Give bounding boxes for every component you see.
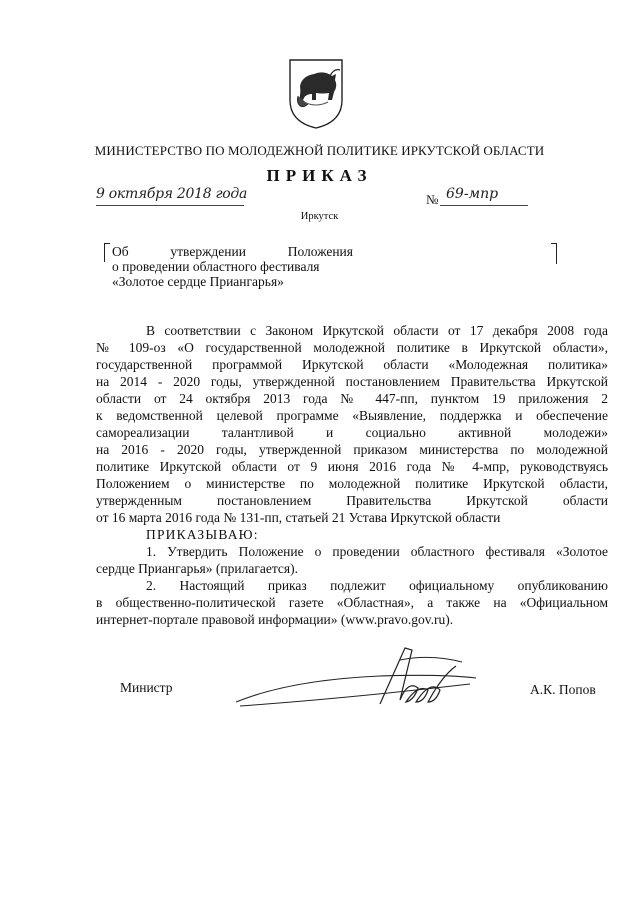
- body-line: в общественно-политической газете «Областная», а также на «Официальном: [96, 595, 608, 610]
- body-line: на 2016 - 2020 годы, утвержденной приказом министерства по молодежной: [96, 442, 608, 457]
- handwritten-date: 9 октября 2018 года: [96, 186, 248, 202]
- body-line: государственной программой Иркутской области «Молодежная политика»: [96, 357, 608, 372]
- subject-line-1: [112, 244, 353, 259]
- coat-of-arms-emblem: [286, 56, 346, 130]
- handwritten-order-number: 69-мпр: [446, 186, 499, 202]
- body-line: В соответствии с Законом Иркутской области от 17 декабря 2008 года: [146, 323, 608, 338]
- body-line: к ведомственной целевой программе «Выявление, поддержка и обеспечение: [96, 408, 608, 423]
- handwritten-signature: [230, 640, 490, 720]
- body-line: политике Иркутской области от 9 июня 2016 года № 4-мпр, руководствуясь: [96, 459, 608, 474]
- body-line: утвержденным постановлением Правительства Иркутской области: [96, 493, 608, 508]
- body-line: 1. Утвердить Положение о проведении областного фестиваля «Золотое: [146, 544, 608, 559]
- subject-bracket-left: [104, 243, 110, 262]
- subject-line-2: о проведении областного фестиваля: [112, 259, 320, 274]
- number-sign: №: [426, 192, 439, 207]
- body-line: от 16 марта 2016 года № 131-пп, статьей 21 Устава Иркутской области: [96, 510, 501, 525]
- signatory-name: А.К. Попов: [530, 682, 596, 697]
- subject-word: Положения: [287, 244, 353, 259]
- number-underline: [440, 205, 528, 206]
- body-line: № 109-оз «О государственной молодежной политике в Иркутской области»,: [96, 340, 608, 355]
- body-line: 2. Настоящий приказ подлежит официальному опубликованию: [146, 578, 608, 593]
- order-directive: ПРИКАЗЫВАЮ:: [146, 527, 259, 542]
- city-name: Иркутск: [300, 211, 339, 222]
- subject-bracket-right: [551, 243, 557, 264]
- ministry-name: МИНИСТЕРСТВО ПО МОЛОДЕЖНОЙ ПОЛИТИКЕ ИРКУТСКОЙ ОБЛАСТИ: [94, 143, 545, 158]
- signatory-role: Министр: [120, 680, 173, 695]
- body-line: Положением о министерстве по молодежной политике Иркутской области,: [96, 476, 608, 491]
- date-underline: [96, 205, 244, 206]
- body-line: области от 24 октября 2013 года № 447-пп, пунктом 19 приложения 2: [96, 391, 608, 406]
- subject-word: утверждении: [170, 244, 246, 259]
- document-title: ПРИКАЗ: [266, 166, 373, 185]
- body-line: интернет-портале правовой информации» (www.pravo.gov.ru).: [96, 612, 454, 627]
- subject-line-3: «Золотое сердце Приангарья»: [112, 274, 284, 289]
- body-line: сердце Приангарья» (прилагается).: [96, 561, 298, 576]
- subject-word: Об: [112, 244, 129, 259]
- body-line: самореализации талантливой и социально активной молодежи»: [96, 425, 608, 440]
- body-line: на 2014 - 2020 годы, утвержденной постановлением Правительства Иркутской: [96, 374, 608, 389]
